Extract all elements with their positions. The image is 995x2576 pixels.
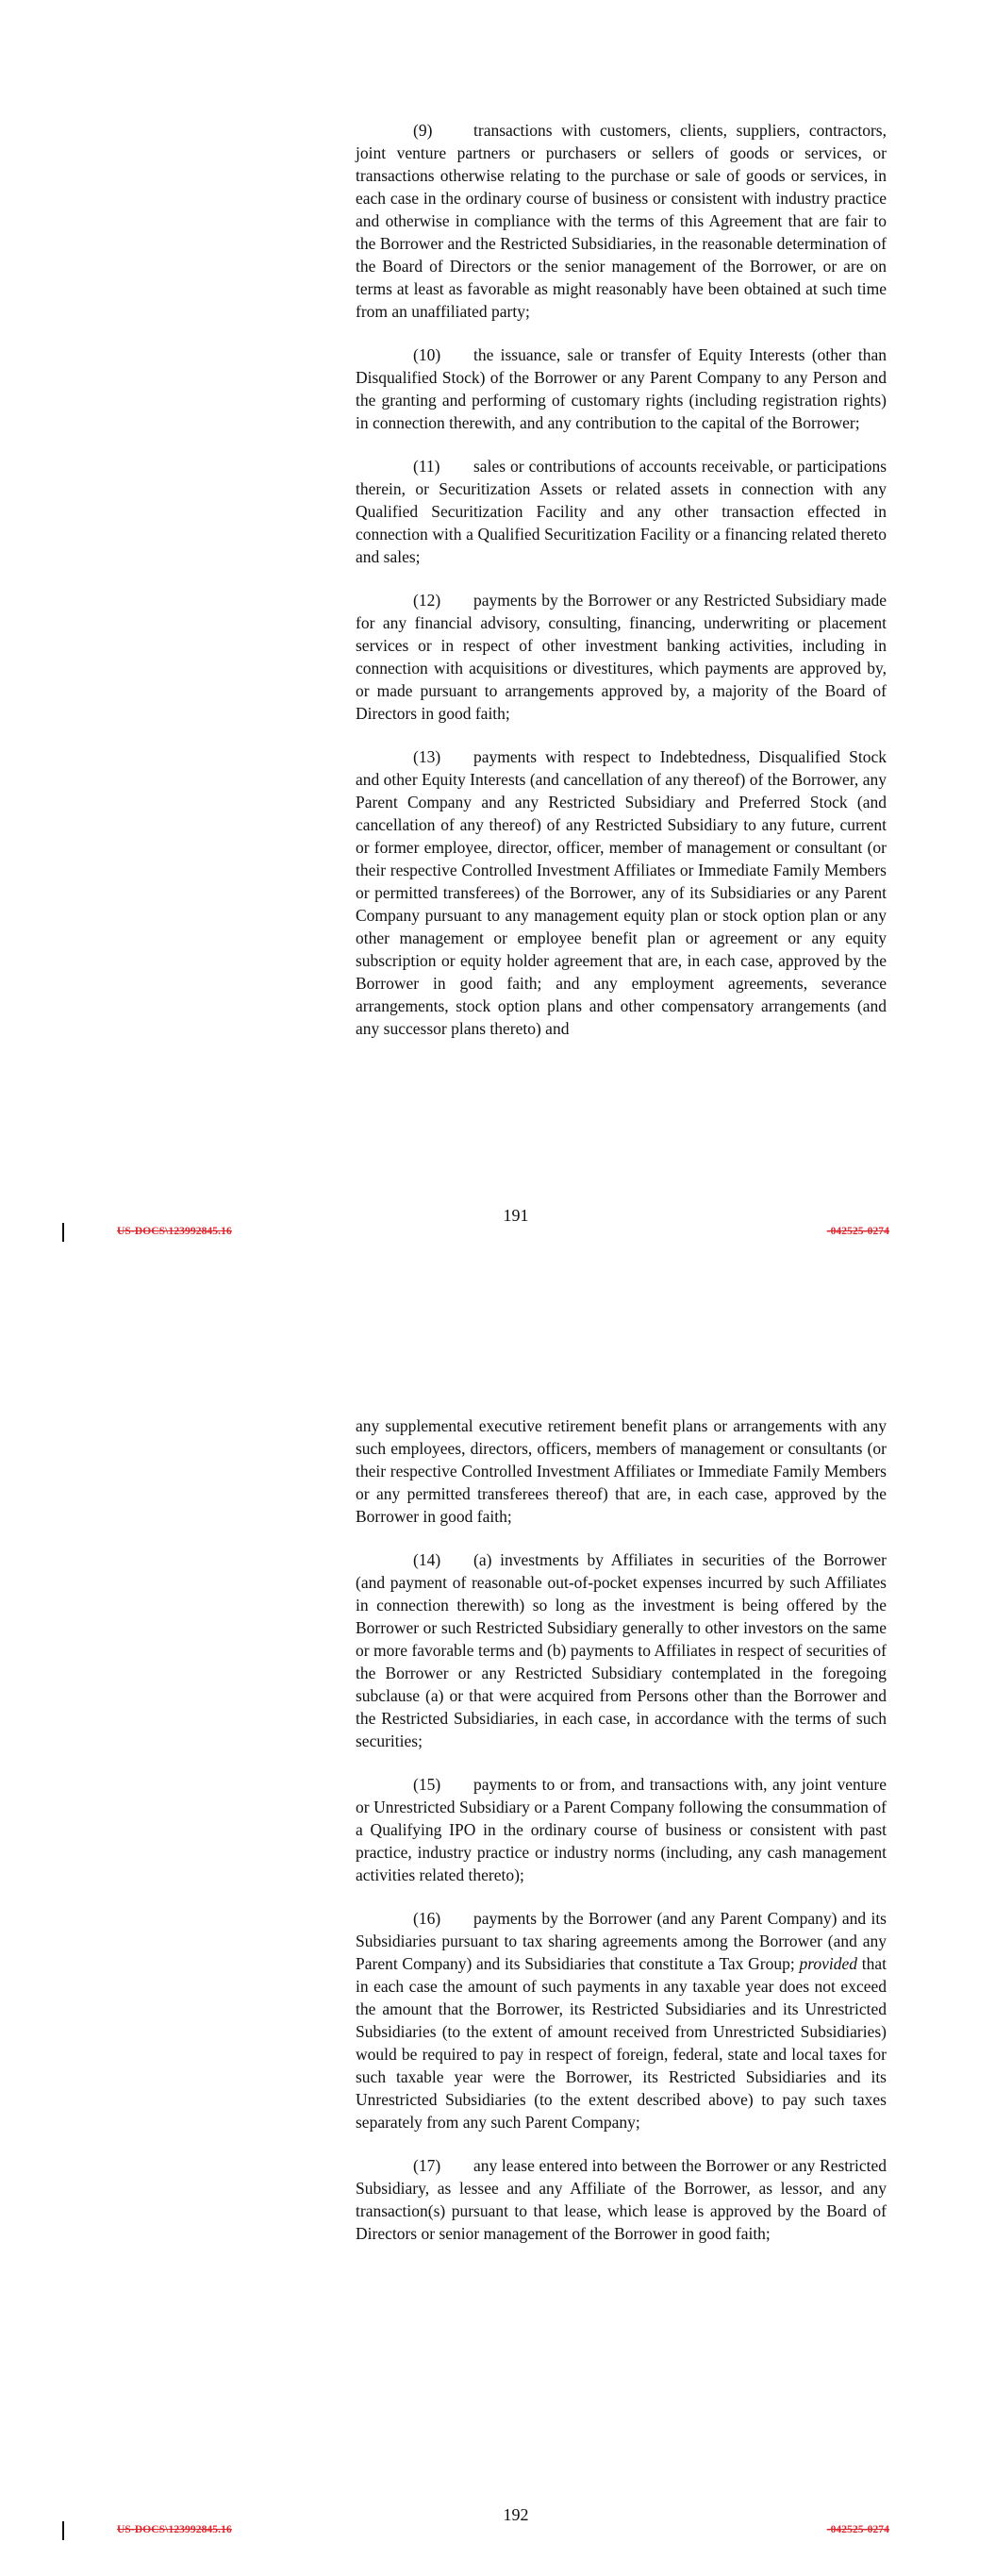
- clause-text-after: that in each case the amount of such payments in any taxable year does not exceed the amount that the Borrower, its Restricted Subsidiaries and its Unrestricted Subsidiaries (to the extent of amount received from Unrestricted Subsidiaries) would be required to pay in respect of foreign, federal, state and local taxes for such taxable year were the Borrower, its Restricted Subsidiaries and its Unrestricted Subsidiaries (to the extent described above) to pay such taxes separately from any such Parent Company;: [356, 1954, 887, 2132]
- clause-number: (17): [413, 2156, 441, 2175]
- clause-11: [356, 455, 887, 568]
- clause-16: [356, 1907, 887, 2133]
- clause-number: (14): [413, 1550, 441, 1569]
- clause-text: transactions with customers, clients, suppliers, contractors, joint venture partners or purchasers or sellers of goods or services, or transactions otherwise relating to the purchase or sale of goods or services, in each case in the ordinary course of business or consistent with industry practice and otherwise in compliance with the terms of this Agreement that are fair to the Borrower and the Restricted Subsidiaries, in the reasonable determination of the Board of Directors or the senior management of the Borrower, or are on terms at least as favorable as might reasonably have been obtained at such time from an unaffiliated party;: [356, 121, 887, 321]
- footer-doc-id: US-DOCS\123992845.16: [117, 2524, 232, 2535]
- clause-13-continuation: any supplemental executive retirement benefit plans or arrangements with any such employees, directors, officers, members of management or consultants (or their respective Controlled Investment Affiliates or Immediate Family Members or any permitted transferees thereof) that are, in each case, approved by the Borrower in good faith;: [356, 1416, 887, 1526]
- clause-text-before: payments by the Borrower (and any Parent Company) and its Subsidiaries pursuant to tax sharing agreements among the Borrower (and any Parent Company) and its Subsidiaries that constitute a Tax Group;: [356, 1909, 887, 1973]
- clause-10: [356, 343, 887, 434]
- clause-text: payments with respect to Indebtedness, Disqualified Stock and other Equity Interests (and cancellation of any thereof) of the Borrower, any Parent Company and any Restricted Subsidiary and Preferred Stock (and cancellation of any thereof) of any Restricted Subsidiary to any future, current or former employee, director, officer, member of management or consultant (or their respective Controlled Investment Affiliates or Immediate Family Members or permitted transferees) of the Borrower, any of its Subsidiaries or any Parent Company pursuant to any management equity plan or stock option plan or any other management or employee benefit plan or agreement or any equity subscription or equity holder agreement that are, in each case, approved by the Borrower in good faith; and any employment agreements, severance arrangements, stock option plans and other compensatory arrangements (and any successor plans thereto) and: [356, 747, 887, 1038]
- clause-number: (16): [413, 1909, 441, 1928]
- clause-number: (12): [413, 591, 441, 610]
- page-192: [0, 1288, 995, 2576]
- footer-matter-number: -042525-0274: [826, 2524, 889, 2535]
- clause-number: (11): [413, 457, 440, 476]
- clause-text: payments to or from, and transactions with, any joint venture or Unrestricted Subsidiary or a Parent Company following the consummation of a Qualifying IPO in the ordinary course of business or consistent with past practice, industry practice or industry norms (including, any cash management activities related thereto);: [356, 1775, 887, 1884]
- clause-text-italic: provided: [799, 1954, 858, 1973]
- clause-number: (10): [413, 345, 441, 364]
- page-number: 192: [503, 2505, 529, 2524]
- footer-matter-number: -042525-0274: [826, 1226, 889, 1237]
- clause-13: [356, 745, 887, 1040]
- clause-text: the issuance, sale or transfer of Equity Interests (other than Disqualified Stock) of the Borrower or any Parent Company to any Person and the granting and performing of customary rights (including registration rights) in connection therewith, and any contribution to the capital of the Borrower;: [356, 345, 887, 432]
- clause-number: (15): [413, 1775, 441, 1794]
- clause-text: sales or contributions of accounts receivable, or participations therein, or Securitization Assets or related assets in connection with any Qualified Securitization Facility and any other transaction effected in connection with a Qualified Securitization Facility or a financing related thereto and sales;: [356, 457, 887, 566]
- clause-text: any lease entered into between the Borrower or any Restricted Subsidiary, as lessee and any Affiliate of the Borrower, as lessor, and any transaction(s) pursuant to that lease, which lease is approved by the Board of Directors or senior management of the Borrower in good faith;: [356, 2156, 887, 2243]
- page-body: [356, 119, 887, 1061]
- clause-text: payments by the Borrower or any Restricted Subsidiary made for any financial advisory, consulting, financing, underwriting or placement services or in respect of other investment banking activities, including in connection with acquisitions or divestitures, which payments are approved by, or made pursuant to arrangements approved by, a majority of the Board of Directors in good faith;: [356, 591, 887, 723]
- clause-9: [356, 119, 887, 323]
- change-bar: [62, 1223, 64, 1242]
- clause-17: [356, 2154, 887, 2245]
- clause-number: (13): [413, 747, 441, 766]
- clause-number: (9): [413, 121, 433, 140]
- change-bar: [62, 2521, 64, 2540]
- clause-14: [356, 1548, 887, 1752]
- footer-doc-id: US-DOCS\123992845.16: [117, 1226, 232, 1237]
- clause-15: [356, 1773, 887, 1886]
- page-number: 191: [503, 1206, 529, 1225]
- clause-text: (a) investments by Affiliates in securities of the Borrower (and payment of reasonable out-of-pocket expenses incurred by such Affiliates in connection therewith) so long as the investment is being offered by the Borrower or such Restricted Subsidiary generally to other investors on the same or more favorable terms and (b) payments to Affiliates in respect of securities of the Borrower or any Restricted Subsidiary contemplated in the foregoing subclause (a) or that were acquired from Persons other than the Borrower and the Restricted Subsidiaries, in each case, in accordance with the terms of such securities;: [356, 1550, 887, 1750]
- page-body: [356, 1414, 887, 2266]
- clause-12: [356, 589, 887, 725]
